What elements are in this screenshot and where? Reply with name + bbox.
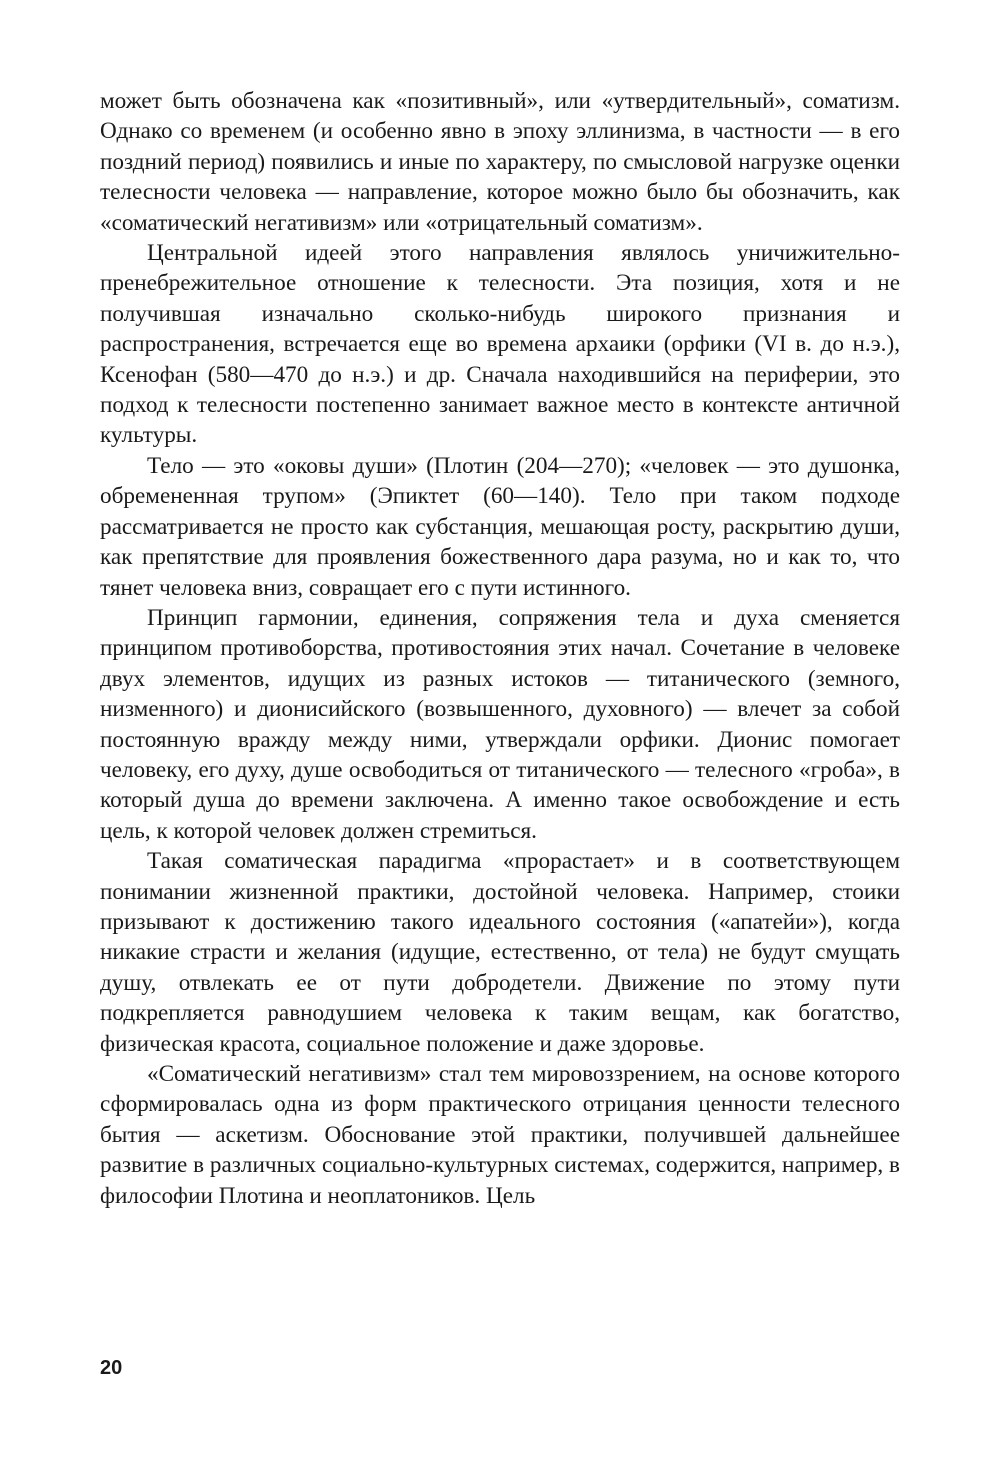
paragraph-2: Центральной идеей этого направления являлось уничижительно-пренебрежительное отношение к телесности. Эта позиция, хотя и не получившая изначально сколько-нибудь широкого признания и распространения, встречается еще во времена архаики (орфики (VI в. до н.э.), Ксенофан (580—470 до н.э.) и др. Сначала находившийся на периферии, это подход к телесности постепенно занимает важное место в контексте античной культуры. (100, 240, 900, 449)
paragraph-5: Такая соматическая парадигма «прорастает» и в соответствующем понимании жизненной практики, достойной человека. Например, стоики призывают к достижению такого идеального состояния («апатейи»), когда никакие страсти и желания (идущие, естественно, от тела) не будут смущать душу, отвлекать ее от пути добродетели. Движение по этому пути подкрепляется равнодушием человека к таким вещам, как богатство, физическая красота, социальное положение и даже здоровье. (100, 848, 900, 1057)
paragraph-1: может быть обозначена как «позитивный», или «утвердительный», соматизм. Однако со временем (и особенно явно в эпоху эллинизма, в частности — в его поздний период) появились и иные по характеру, по смысловой нагрузке оценки телесности человека — направление, которое можно было бы обозначить, как «соматический негативизм» или «отрицательный соматизм». (100, 88, 900, 236)
paragraph-6: «Соматический негативизм» стал тем мировоззрением, на основе которого сформировалась одна из форм практического отрицания ценности телесного бытия — аскетизм. Обоснование этой практики, получившей дальнейшее развитие в различных социально-культурных системах, содержится, например, в философии Плотина и неоплатоников. Цель (100, 1061, 900, 1209)
page-body (100, 86, 900, 1211)
page-number: 20 (100, 1357, 123, 1379)
paragraph-4: Принцип гармонии, единения, сопряжения тела и духа сменяется принципом противоборства, противостояния этих начал. Сочетание в человеке двух элементов, идущих из разных истоков — титанического (земного, низменного) и дионисийского (возвышенного, духовного) — влечет за собой постоянную вражду между ними, утверждали орфики. Дионис помогает человеку, его духу, душе освободиться от титанического — телесного «гроба», в который душа до времени заключена. А именно такое освобождение и есть цель, к которой человек должен стремиться. (100, 604, 900, 844)
paragraph-3: Тело — это «оковы души» (Плотин (204—270); «человек — это душонка, обремененная трупом» (Эпиктет (60—140). Тело при таком подходе рассматривается не просто как субстанция, мешающая росту, раскрытию души, как препятствие для проявления божественного дара разума, но и как то, что тянет человека вниз, совращает его с пути истинного. (100, 452, 900, 601)
